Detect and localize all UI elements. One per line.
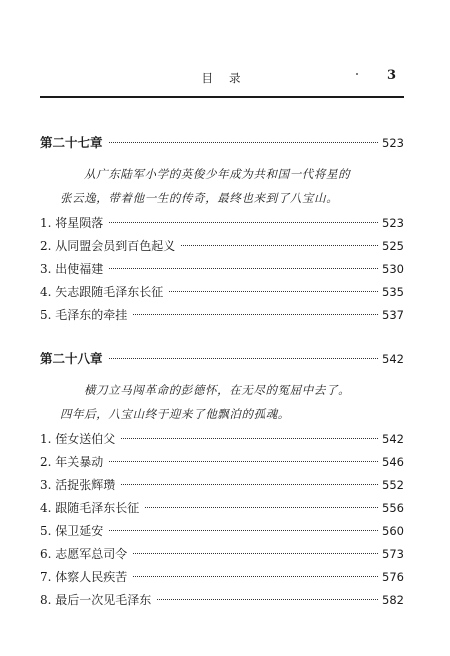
toc-entry[interactable] [40,304,404,327]
dot-leader [133,314,378,315]
toc-entry[interactable] [40,451,404,474]
dot-leader [169,291,378,292]
dot-leader [109,142,379,143]
toc-entry[interactable] [40,258,404,281]
entry-label: 3. 活捉张辉瓒 [40,478,116,492]
chapter-page: 523 [382,136,404,150]
entry-label: 4. 矢志跟随毛泽东长征 [40,285,164,299]
dot-leader [133,553,378,554]
chapter-section-28 [40,346,404,612]
toc-entry[interactable] [40,520,404,543]
dot-leader [109,268,378,269]
toc-entry[interactable] [40,428,404,451]
toc-entry[interactable] [40,474,404,497]
dot-leader [109,461,378,462]
toc-entry[interactable] [40,497,404,520]
entry-page: 523 [382,216,404,230]
entry-page: 530 [382,262,404,276]
chapter-page: 542 [382,352,404,366]
entry-page: 556 [382,501,404,515]
toc-entry[interactable] [40,281,404,304]
entry-page: 576 [382,570,404,584]
entry-label: 7. 体察人民疾苦 [40,570,128,584]
toc-entry[interactable] [40,589,404,612]
header-title: 目录 [201,71,257,85]
dot-leader [109,530,378,531]
header-divider [40,96,404,98]
entry-label: 8. 最后一次见毛泽东 [40,593,152,607]
chapter-summary: 横刀立马闯革命的彭德怀，在无尽的冤屈中去了。四年后，八宝山终于迎来了他飘泊的孤魂。 [60,383,351,421]
chapter-heading-row[interactable] [40,346,404,372]
dot-leader [121,438,378,439]
toc-entry[interactable] [40,235,404,258]
entry-page: 546 [382,455,404,469]
entry-page: 525 [382,239,404,253]
chapter-title: 第二十七章 [40,135,103,150]
toc-entry[interactable] [40,543,404,566]
entry-page: 552 [382,478,404,492]
dot-leader [109,358,379,359]
entry-page: 537 [382,308,404,322]
chapter-title: 第二十八章 [40,351,103,366]
chapter-heading-row[interactable] [40,130,404,156]
dot-leader [181,245,378,246]
dot-leader [133,576,378,577]
header-page-number: 3 [386,68,396,83]
entry-page: 542 [382,432,404,446]
entry-label: 3. 出使福建 [40,262,104,276]
page-header [40,64,402,90]
toc-entry[interactable] [40,212,404,235]
entry-label: 1. 侄女送伯父 [40,432,116,446]
entry-page: 535 [382,285,404,299]
dot-leader [109,222,378,223]
entry-label: 2. 从同盟会员到百色起义 [40,239,176,253]
entry-page: 582 [382,593,404,607]
entry-label: 1. 将星陨落 [40,216,104,230]
dot-leader [157,599,378,600]
entry-label: 5. 毛泽东的牵挂 [40,308,128,322]
toc-entry[interactable] [40,566,404,589]
chapter-summary: 从广东陆军小学的英俊少年成为共和国一代将星的张云逸，带着他一生的传奇，最终也来到了八宝山。 [60,167,351,205]
print-speck [356,73,358,75]
entry-label: 5. 保卫延安 [40,524,104,538]
entry-page: 560 [382,524,404,538]
dot-leader [121,484,378,485]
entry-label: 2. 年关暴动 [40,455,104,469]
chapter-section-27 [40,130,404,327]
entry-label: 6. 志愿军总司令 [40,547,128,561]
entry-page: 573 [382,547,404,561]
entry-label: 4. 跟随毛泽东长征 [40,501,140,515]
dot-leader [145,507,378,508]
